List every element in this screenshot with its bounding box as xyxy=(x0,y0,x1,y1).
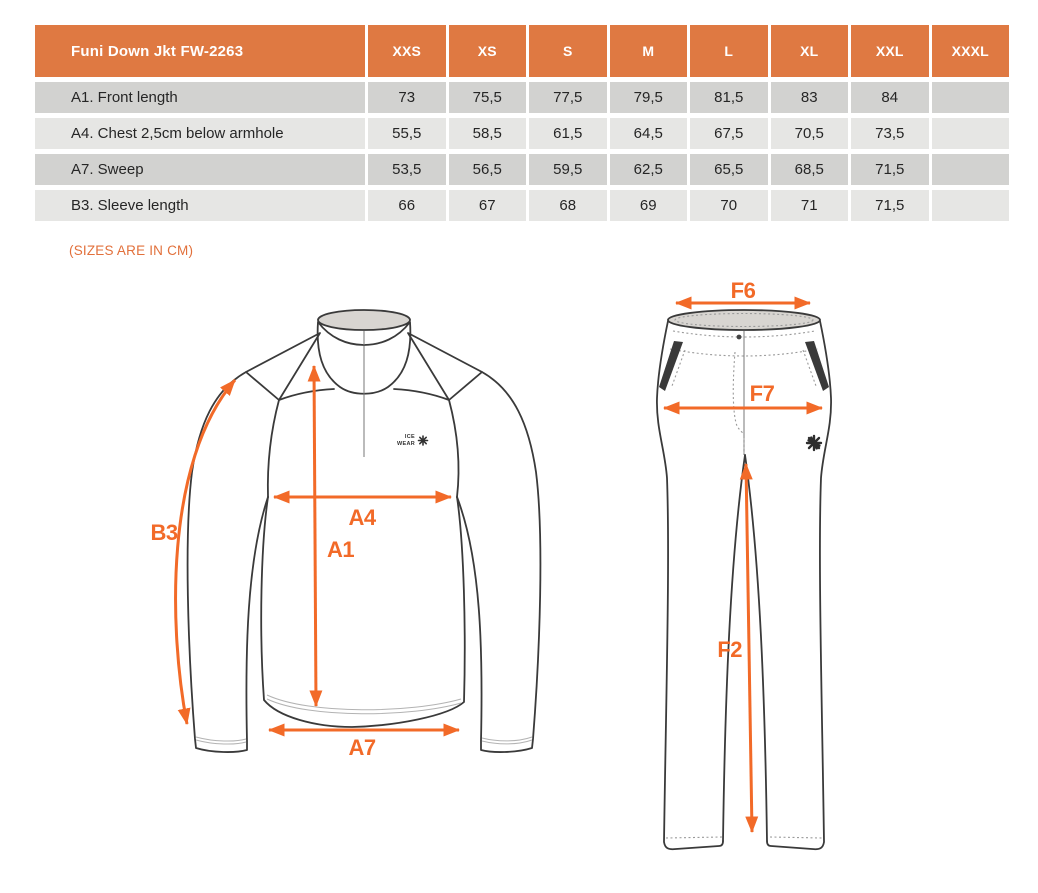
pants-left-outer xyxy=(657,321,723,849)
pants-drawing xyxy=(657,278,831,849)
sizes-note: (SIZES ARE IN CM) xyxy=(69,243,194,258)
pants-waist-opening xyxy=(668,310,820,330)
jacket-hem-stitch xyxy=(267,695,461,714)
size-value: 83 xyxy=(771,82,849,113)
b3-arrow xyxy=(176,380,235,724)
table-row xyxy=(35,190,1009,221)
pants-left-hem-stitch xyxy=(666,837,722,838)
size-value: 61,5 xyxy=(529,118,607,149)
product-name: Funi Down Jkt FW-2263 xyxy=(35,25,365,77)
size-value: 73,5 xyxy=(851,118,929,149)
size-value: 75,5 xyxy=(449,82,527,113)
size-value: 58,5 xyxy=(449,118,527,149)
size-col-header-xxs: XXS xyxy=(368,25,446,77)
measure-label-f6: F6 xyxy=(730,278,756,303)
size-value: 64,5 xyxy=(610,118,688,149)
size-value: 55,5 xyxy=(368,118,446,149)
measure-label-a7: A7 xyxy=(348,735,376,760)
size-value: 84 xyxy=(851,82,929,113)
jacket-left-sleeve xyxy=(188,372,268,752)
table-row xyxy=(35,118,1009,149)
pants-fly-stitch xyxy=(733,352,744,454)
jacket-right-sleeve xyxy=(457,372,540,752)
jacket-right-yoke xyxy=(408,333,482,400)
table-header-row xyxy=(35,25,1009,77)
logo-snowflake-icon xyxy=(419,436,428,445)
size-value xyxy=(932,82,1010,113)
measure-label-b3: B3 xyxy=(150,520,178,545)
logo-text-line1: ICE xyxy=(404,434,415,440)
row-label: A4. Chest 2,5cm below armhole xyxy=(35,118,365,149)
size-col-header-xl: XL xyxy=(771,25,849,77)
size-col-header-xxxl: XXXL xyxy=(932,25,1010,77)
row-label: B3. Sleeve length xyxy=(35,190,365,221)
pants-button xyxy=(737,335,742,340)
jacket-right-cuff-stitch xyxy=(482,737,532,744)
size-value: 71 xyxy=(771,190,849,221)
row-label: A1. Front length xyxy=(35,82,365,113)
pants-snowflake-icon xyxy=(807,436,821,450)
size-value: 68 xyxy=(529,190,607,221)
size-value: 71,5 xyxy=(851,190,929,221)
measure-label-f7: F7 xyxy=(749,381,775,406)
size-value xyxy=(932,118,1010,149)
size-value: 65,5 xyxy=(690,154,768,185)
size-value: 53,5 xyxy=(368,154,446,185)
a1-arrow xyxy=(314,366,316,706)
jacket-left-raglan-seam xyxy=(268,389,334,497)
measure-label-a4: A4 xyxy=(348,505,376,530)
size-value: 70 xyxy=(690,190,768,221)
jacket-drawing xyxy=(150,310,540,760)
size-col-header-s: S xyxy=(529,25,607,77)
size-value: 56,5 xyxy=(449,154,527,185)
size-value: 81,5 xyxy=(690,82,768,113)
size-col-header-l: L xyxy=(690,25,768,77)
measure-label-f2: F2 xyxy=(717,637,742,662)
size-value: 68,5 xyxy=(771,154,849,185)
size-value xyxy=(932,190,1010,221)
f2-arrow xyxy=(746,464,752,832)
logo-text-line2: WEAR xyxy=(396,441,415,447)
size-value: 62,5 xyxy=(610,154,688,185)
jacket-collar-opening xyxy=(318,310,410,330)
size-value: 79,5 xyxy=(610,82,688,113)
table-row xyxy=(35,154,1009,185)
measure-label-a1: A1 xyxy=(327,537,355,562)
size-value: 77,5 xyxy=(529,82,607,113)
size-col-header-m: M xyxy=(610,25,688,77)
size-value: 59,5 xyxy=(529,154,607,185)
jacket-body xyxy=(261,497,465,727)
row-label: A7. Sweep xyxy=(35,154,365,185)
size-value: 73 xyxy=(368,82,446,113)
size-col-header-xxl: XXL xyxy=(851,25,929,77)
pants-right-outer xyxy=(767,321,831,849)
size-value xyxy=(932,154,1010,185)
size-value: 67 xyxy=(449,190,527,221)
size-value: 71,5 xyxy=(851,154,929,185)
size-value: 67,5 xyxy=(690,118,768,149)
garment-diagrams xyxy=(0,270,1038,893)
size-value: 69 xyxy=(610,190,688,221)
pants-right-hem-stitch xyxy=(770,837,822,838)
size-value: 66 xyxy=(368,190,446,221)
icewear-logo xyxy=(397,434,428,447)
size-col-header-xs: XS xyxy=(449,25,527,77)
jacket-left-cuff-stitch xyxy=(196,737,246,744)
size-value: 70,5 xyxy=(771,118,849,149)
jacket-left-yoke xyxy=(246,333,320,400)
table-row xyxy=(35,82,1009,113)
size-table xyxy=(32,20,1012,226)
